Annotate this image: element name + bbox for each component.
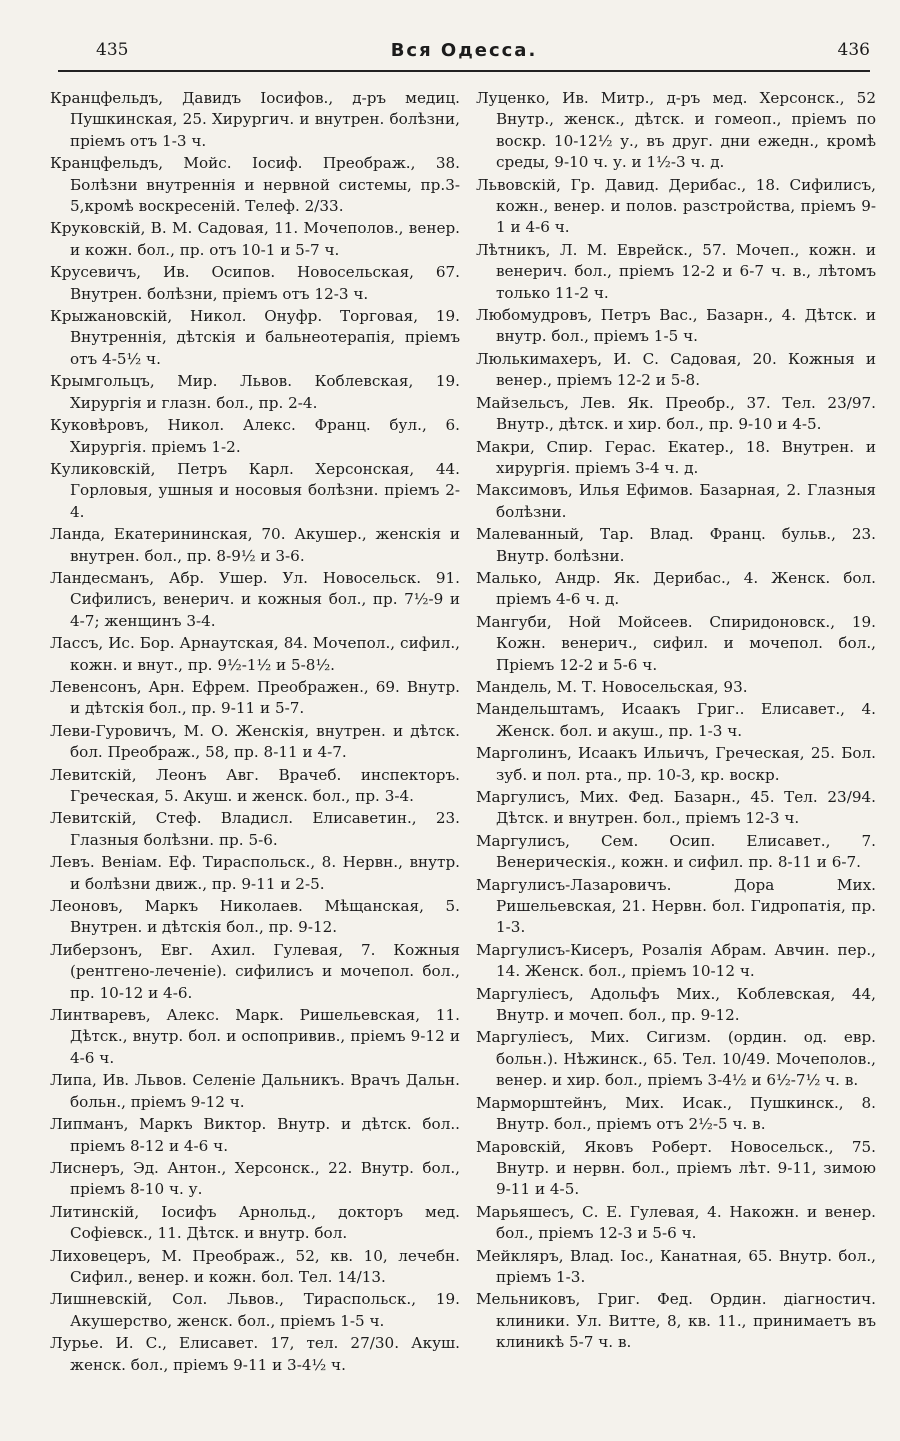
- directory-entry: Крусевичъ, Ив. Осипов. Новосельская, 67. Внутрен. болѣзни, пріемъ отъ 12-3 ч.: [50, 263, 460, 303]
- directory-entry: Леви-Гуровичъ, М. О. Женскія, внутрен. и дѣтск. бол. Преображ., 58, пр. 8-11 и 4-7.: [50, 721, 460, 762]
- directory-entry: Круковскій, В. М. Садовая, 11. Мочеполов., венер. и кожн. бол., пр. отъ 10-1 и 5-7 ч.: [50, 219, 460, 259]
- directory-entry: Мейкляръ, Влад. Іос., Канатная, 65. Внутр. бол., пріемъ 1-3.: [476, 1246, 876, 1286]
- directory-entry: Любомудровъ, Петръ Вас., Базарн., 4. Дѣтск. и внутр. бол., пріемъ 1-5 ч.: [476, 306, 876, 346]
- directory-entry: Мандель, М. Т. Новосельская, 93.: [476, 677, 748, 696]
- directory-entry: Мангуби, Ной Мойсеев. Спиридоновск., 19. Кожн. венерич., сифил. и мочепол. бол., Пріемъ 12-2 и 5-6 ч.: [476, 612, 876, 674]
- directory-entry: Леоновъ, Маркъ Николаев. Мѣщанская, 5. Внутрен. и дѣтскія бол., пр. 9-12.: [50, 897, 460, 937]
- directory-entry: Маргуліесъ, Адольфъ Мих., Коблевская, 44, Внутр. и мочеп. бол., пр. 9-12.: [476, 984, 876, 1025]
- directory-entry: Левитскій, Стеф. Владисл. Елисаветин., 23. Глазныя болѣзни. пр. 5-6.: [50, 809, 460, 849]
- directory-entry: Литинскій, Іосифъ Арнольд., докторъ мед. Софіевск., 11. Дѣтск. и внутр. бол.: [50, 1202, 460, 1243]
- directory-entry: Лиховецеръ, М. Преображ., 52, кв. 10, лечебн. Сифил., венер. и кожн. бол. Тел. 14/13.: [50, 1246, 460, 1286]
- directory-entry: Ландесманъ, Абр. Ушер. Ул. Новосельск. 91. Сифилисъ, венерич. и кожныя бол., пр. 7½-9 и 4-7; женщинъ 3-4.: [50, 568, 460, 630]
- right-column: [476, 88, 876, 1355]
- directory-entry: Малько, Андр. Як. Дерибас., 4. Женск. бол. пріемъ 4-6 ч. д.: [476, 568, 876, 609]
- directory-entry: Куликовскій, Петръ Карл. Херсонская, 44. Горловыя, ушныя и носовыя болѣзни. пріемъ 2-4.: [50, 459, 460, 521]
- directory-entry: Левенсонъ, Арн. Ефрем. Преображен., 69. Внутр. и дѣтскія бол., пр. 9-11 и 5-7.: [50, 677, 460, 718]
- directory-entry: Мандельштамъ, Исаакъ Григ.. Елисавет., 4. Женск. бол. и акуш., пр. 1-3 ч.: [476, 700, 876, 740]
- page-number-left: 435: [96, 40, 129, 60]
- directory-entry: Левитскій, Леонъ Авг. Врачеб. инспекторъ. Греческая, 5. Акуш. и женск. бол., пр. 3-4.: [50, 765, 460, 805]
- directory-entry: Крыжановскій, Никол. Онуфр. Торговая, 19. Внутреннія, дѣтскія и бальнеотерапія, пріемъ отъ 4-5½ ч.: [50, 307, 460, 368]
- page-number-right: 436: [837, 40, 870, 60]
- directory-entry: Ланда, Екатерининская, 70. Акушер., женскія и внутрен. бол., пр. 8-9½ и 3-6.: [50, 525, 460, 565]
- running-title: Вся Одесса.: [390, 40, 538, 61]
- directory-entry: Марьяшесъ, С. Е. Гулевая, 4. Накожн. и венер. бол., пріемъ 12-3 и 5-6 ч.: [476, 1202, 876, 1243]
- page-header: [58, 34, 870, 72]
- directory-entry: Куковѣровъ, Никол. Алекс. Франц. бул., 6. Хирургія. пріемъ 1-2.: [50, 416, 460, 456]
- directory-entry: Луценко, Ив. Митр., д-ръ мед. Херсонск., 52 Внутр., женск., дѣтск. и гомеоп., пріемъ по воскр. 10-12½ у., въ друг. дни ежедн., кромѣ среды, 9-10 ч. у. и 1½-3 ч. д.: [476, 89, 876, 172]
- directory-entry: Либерзонъ, Евг. Ахил. Гулевая, 7. Кожныя (рентгено-леченіе). сифилисъ и мочепол. бол., пр. 10-12 и 4-6.: [50, 940, 460, 1002]
- directory-entry: Кранцфельдъ, Мойс. Іосиф. Преображ., 38. Болѣзни внутреннія и нервной системы, пр.3-5,кромѣ воскресеній. Телеф. 2/33.: [50, 154, 460, 216]
- directory-entry: Львовскій, Гр. Давид. Дерибас., 18. Сифилисъ, кожн., венер. и полов. разстройства, пріемъ 9-1 и 4-6 ч.: [476, 175, 876, 237]
- directory-entry: Майзельсъ, Лев. Як. Преобр., 37. Тел. 23/97. Внутр., дѣтск. и хир. бол., пр. 9-10 и 4-5.: [476, 393, 876, 434]
- directory-entry: Лѣтникъ, Л. М. Еврейск., 57. Мочеп., кожн. и венерич. бол., пріемъ 12-2 и 6-7 ч. в., лѣтомъ только 11-2 ч.: [476, 240, 876, 302]
- directory-entry: Маргулисъ-Лазаровичъ. Дора Мих. Ришельевская, 21. Нервн. бол. Гидропатія, пр. 1-3.: [476, 875, 876, 937]
- directory-entry: Лассъ, Ис. Бор. Арнаутская, 84. Мочепол., сифил., кожн. и внут., пр. 9½-1½ и 5-8½.: [50, 634, 460, 674]
- directory-entry: Маровскій, Яковъ Роберт. Новосельск., 75. Внутр. и нервн. бол., пріемъ лѣт. 9-11, зимою 9-11 и 4-5.: [476, 1137, 876, 1199]
- directory-entry: Лиснеръ, Эд. Антон., Херсонск., 22. Внутр. бол., пріемъ 8-10 ч. у.: [50, 1158, 460, 1199]
- directory-entry: Лурье. И. С., Елисавет. 17, тел. 27/30. Акуш. женск. бол., пріемъ 9-11 и 3-4½ ч.: [50, 1334, 460, 1374]
- left-column: [50, 88, 460, 1377]
- directory-entry: Марморштейнъ, Мих. Исак., Пушкинск., 8. Внутр. бол., пріемъ отъ 2½-5 ч. в.: [476, 1093, 876, 1134]
- directory-entry: Крымгольцъ, Мир. Львов. Коблевская, 19. Хирургія и глазн. бол., пр. 2-4.: [50, 372, 460, 412]
- directory-entry: Липа, Ив. Львов. Селеніе Дальникъ. Врачъ Дальн. больн., пріемъ 9-12 ч.: [50, 1071, 460, 1111]
- directory-entry: Маргулисъ, Сем. Осип. Елисавет., 7. Венерическія., кожн. и сифил. пр. 8-11 и 6-7.: [476, 831, 876, 872]
- directory-entry: Марголинъ, Исаакъ Ильичъ, Греческая, 25. Бол. зуб. и пол. рта., пр. 10-3, кр. воскр.: [476, 744, 876, 784]
- directory-entry: Линтваревъ, Алекс. Марк. Ришельевская, 11. Дѣтск., внутр. бол. и оспопривив., пріемъ 9-12 и 4-6 ч.: [50, 1006, 460, 1067]
- directory-entry: Маргулисъ, Мих. Фед. Базарн., 45. Тел. 23/94. Дѣтск. и внутрен. бол., пріемъ 12-3 ч.: [476, 788, 876, 828]
- directory-entry: Левъ. Веніам. Еф. Тираспольск., 8. Нервн., внутр. и болѣзни движ., пр. 9-11 и 2-5.: [50, 853, 460, 893]
- header-rule: [58, 70, 870, 72]
- directory-entry: Липманъ, Маркъ Виктор. Внутр. и дѣтск. бол.. пріемъ 8-12 и 4-6 ч.: [50, 1115, 460, 1155]
- directory-entry: Мельниковъ, Григ. Фед. Ордин. діагностич. клиники. Ул. Витте, 8, кв. 11., принимаетъ въ клиникѣ 5-7 ч. в.: [476, 1290, 876, 1352]
- directory-entry: Максимовъ, Илья Ефимов. Базарная, 2. Глазныя болѣзни.: [476, 481, 876, 521]
- directory-entry: Лишневскій, Сол. Львов., Тираспольск., 19. Акушерство, женск. бол., пріемъ 1-5 ч.: [50, 1290, 460, 1330]
- directory-entry: Малеванный, Тар. Влад. Франц. бульв., 23. Внутр. болѣзни.: [476, 525, 876, 565]
- directory-entry: Кранцфельдъ, Давидъ Іосифов., д-ръ медиц. Пушкинская, 25. Хирургич. и внутрен. болѣзни, пріемъ отъ 1-3 ч.: [50, 89, 460, 150]
- directory-entry: Маргуліесъ, Мих. Сигизм. (ордин. од. евр. больн.). Нѣжинск., 65. Тел. 10/49. Мочеполов., венер. и хир. бол., пріемъ 3-4½ и 6½-7½ ч. в.: [476, 1028, 876, 1090]
- directory-entry: Макри, Спир. Герас. Екатер., 18. Внутрен. и хирургія. пріемъ 3-4 ч. д.: [476, 437, 876, 477]
- directory-entry: Маргулисъ-Кисеръ, Розалія Абрам. Авчин. пер., 14. Женск. бол., пріемъ 10-12 ч.: [476, 940, 876, 981]
- directory-entry: Люлькимахеръ, И. С. Садовая, 20. Кожныя и венер., пріемъ 12-2 и 5-8.: [476, 349, 876, 390]
